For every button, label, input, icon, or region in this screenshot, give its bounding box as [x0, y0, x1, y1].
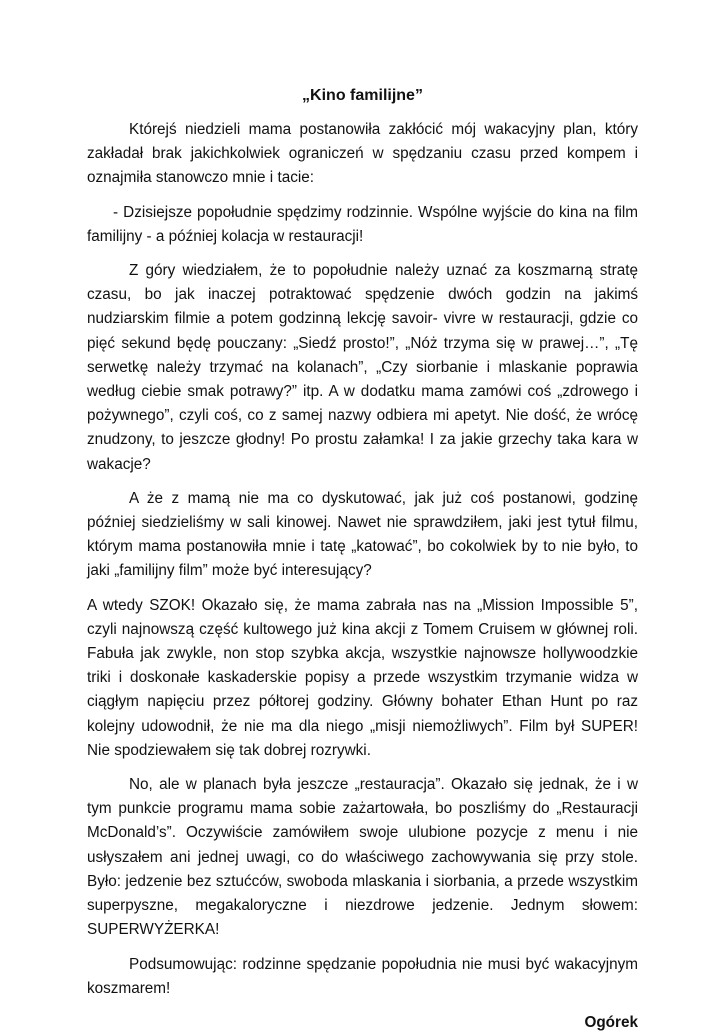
- paragraph-mother-announcement: - Dzisiejsze popołudnie spędzimy rodzinnie. Wspólne wyjście do kina na film familijny - a później kolacja w restauracji!: [87, 203, 638, 245]
- document-title: „Kino familijne”: [302, 87, 423, 104]
- paragraph-restaurant: No, ale w planach była jeszcze „restauracja”. Okazało się jednak, że i w tym punkcie programu mama sobie zażartowała, bo poszliśmy do „Restauracji McDonald’s”. Oczywiście zamówiłem swoje ulubione pozycje z menu i nie usłyszałem ani jednej uwagi, co do właściwego zachowywania się przy stole. Było: jedzenie bez sztućców, swoboda mlaskania i siorbania, a przede wszystkim superpyszne, megakaloryczne i niezdrowe jedzenie. Jednym słowem: SUPERWYŻERKA!: [87, 776, 638, 939]
- paragraph-summary: Podsumowując: rodzinne spędzanie popołudnia nie musi być wakacyjnym koszmarem!: [87, 955, 638, 997]
- paragraph-expectations: Z góry wiedziałem, że to popołudnie należy uznać za koszmarną stratę czasu, bo jak inaczej potraktować spędzenie dwóch godzin na jakimś nudziarskim filmie a potem godzinną lekcję savoir- vivre w restauracji, gdzie co pięć sekund będę pouczany: „Siedź prosto!”, „Nóż trzyma się w prawej…”, „Tę serwetkę należy trzymać na kolanach”, „Czy siorbanie i mlaskanie poprawia według ciebie smak potrawy?” itp. A w dodatku mama zamówi coś „zdrowego i pożywnego”, czyli coś, co z samej nazwy odbiera mi apetyt. Nie dość, że wrócę znudzony, to jeszcze głodny! Po prostu załamka! I za jakie grzechy taka kara w wakacje?: [87, 262, 638, 473]
- paragraph-intro: Którejś niedzieli mama postanowiła zakłócić mój wakacyjny plan, który zakładał brak jakichkolwiek ograniczeń w spędzaniu czasu przed kompem i oznajmiła stanowczo mnie i tacie:: [87, 121, 638, 187]
- author-signature: Ogórek: [584, 1013, 638, 1031]
- document-page: [87, 84, 638, 1035]
- paragraph-movie-review: A wtedy SZOK! Okazało się, że mama zabrała nas na „Mission Impossible 5”, czyli najnowszą część kultowego już kina akcji z Tomem Cruisem w głównej roli. Fabuła jak zwykle, non stop szybka akcja, wszystkie najnowsze hollywoodzkie triki i doskonałe kaskaderskie popisy a przede wszystkim trzymanie widza w ciągłym napięciu przez półtorej godziny. Główny bohater Ethan Hunt po raz kolejny udowodnił, że nie ma dla niego „misji niemożliwych”. Film był SUPER! Nie spodziewałem się tak dobrej rozrywki.: [87, 596, 638, 759]
- paragraph-cinema: A że z mamą nie ma co dyskutować, jak już coś postanowi, godzinę później siedzieliśmy w sali kinowej. Nawet nie sprawdziłem, jaki jest tytuł filmu, którym mama postanowiła mnie i tatę „katować”, bo cokolwiek by to nie było, to jaki „familijny film” może być interesujący?: [87, 489, 638, 580]
